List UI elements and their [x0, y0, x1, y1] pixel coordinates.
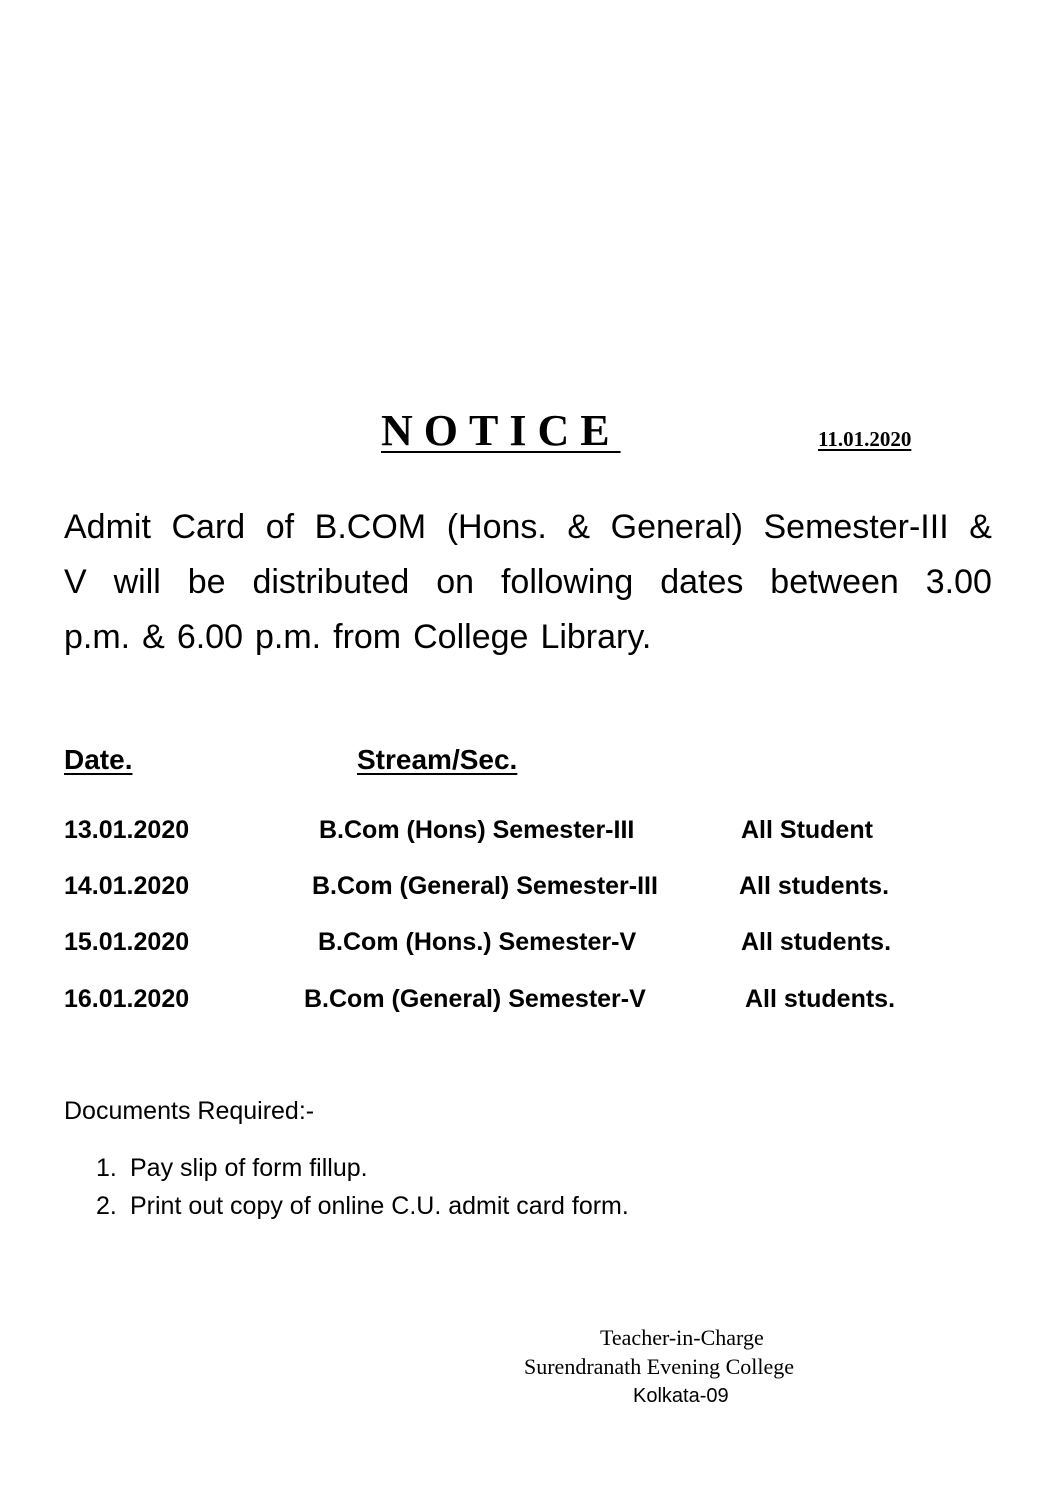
list-item — [96, 1154, 368, 1183]
row-stream: B.Com (Hons.) Semester-V — [318, 928, 637, 956]
word: & — [567, 508, 591, 546]
signature-city: Kolkata-09 — [633, 1385, 729, 1407]
signature-college: Surendranath Evening College — [524, 1354, 795, 1379]
word: distributed — [252, 563, 410, 601]
notice-paragraph — [64, 500, 992, 665]
row-date: 13.01.2020 — [64, 816, 190, 844]
signature-role: Teacher-in-Charge — [600, 1325, 764, 1350]
word: 6.00 — [176, 618, 243, 656]
word: following — [500, 563, 634, 601]
word: Library. — [540, 618, 652, 656]
header-stream: Stream/Sec. — [357, 744, 518, 775]
row-students: All students. — [739, 872, 890, 900]
word: B.COM — [314, 508, 427, 546]
word: of — [265, 508, 295, 546]
row-date: 14.01.2020 — [64, 872, 190, 900]
notice-title: NOTICE — [381, 406, 621, 455]
word: p.m. — [64, 618, 131, 656]
list-number: 1. — [96, 1154, 117, 1182]
word: p.m. — [255, 618, 322, 656]
word: General) — [610, 508, 743, 546]
word: be — [187, 563, 226, 601]
word: between — [770, 563, 899, 601]
word: 3.00 — [925, 563, 992, 601]
word: from — [333, 618, 402, 656]
list-number: 2. — [96, 1192, 117, 1220]
word: V — [64, 563, 87, 601]
row-students: All Student — [741, 816, 873, 844]
word: Admit — [64, 508, 151, 546]
header-date: Date. — [64, 744, 133, 775]
paragraph-line-3 — [64, 610, 992, 665]
row-stream: B.Com (General) Semester-V — [304, 985, 646, 1013]
word: & — [142, 618, 165, 656]
word: College — [413, 618, 529, 656]
row-stream: B.Com (Hons) Semester-III — [319, 816, 635, 844]
row-students: All students. — [741, 928, 892, 956]
row-students: All students. — [745, 985, 896, 1013]
word: & — [969, 508, 992, 546]
word: Semester-III — [763, 508, 949, 546]
list-item — [96, 1192, 629, 1221]
row-date: 16.01.2020 — [64, 985, 190, 1013]
list-text: Print out copy of online C.U. admit card form. — [130, 1192, 629, 1220]
row-date: 15.01.2020 — [64, 928, 190, 956]
list-text: Pay slip of form fillup. — [130, 1154, 368, 1182]
paragraph-line-2 — [64, 555, 992, 610]
row-stream: B.Com (General) Semester-III — [312, 872, 658, 900]
notice-date: 11.01.2020 — [818, 427, 912, 451]
word: Card — [171, 508, 246, 546]
word: on — [436, 563, 475, 601]
word: dates — [660, 563, 744, 601]
paragraph-line-1 — [64, 500, 992, 555]
word: will — [113, 563, 161, 601]
word: (Hons. — [446, 508, 547, 546]
documents-label: Documents Required:- — [64, 1097, 315, 1125]
